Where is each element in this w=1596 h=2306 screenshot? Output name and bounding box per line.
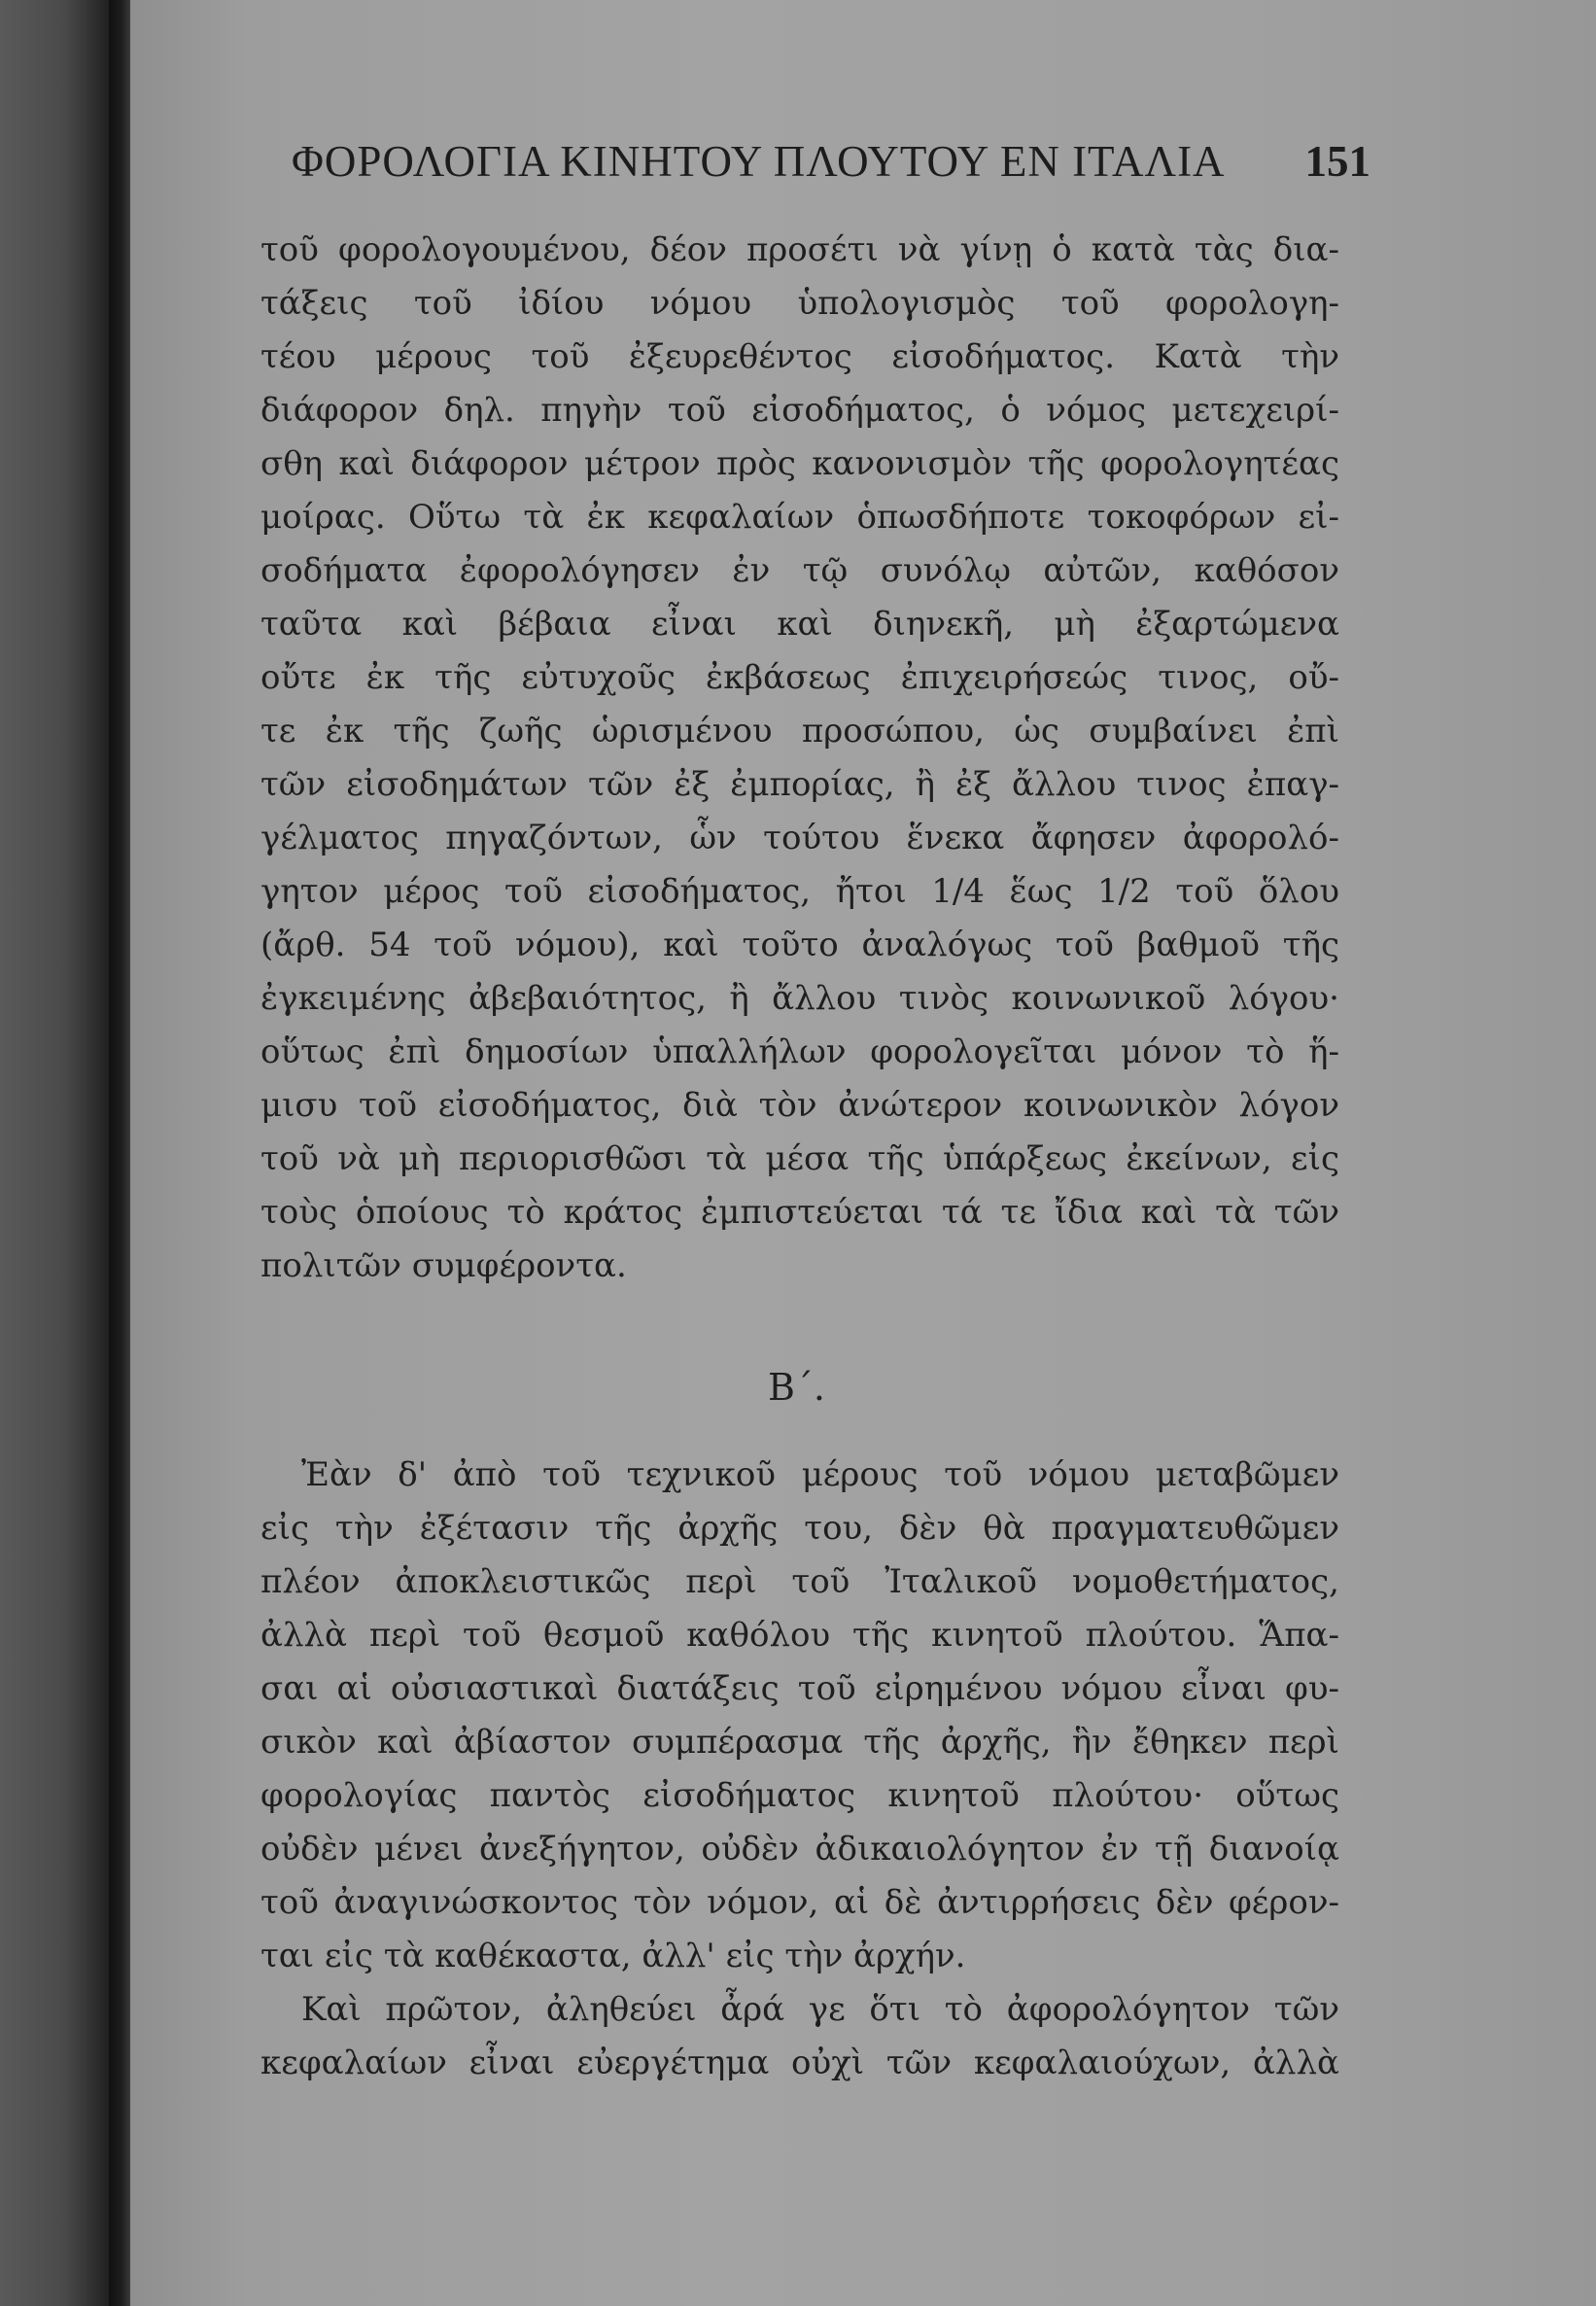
paragraph-1 [260,224,1339,1293]
text-line: πλέον ἀποκλειστικῶς περὶ τοῦ Ἰταλικοῦ νομοθετήματος, [260,1562,1339,1601]
text-line: Ἐὰν δ' ἀπὸ τοῦ τεχνικοῦ μέρους τοῦ νόμου μεταβῶμεν [301,1455,1339,1494]
text-line: μοίρας. Οὕτω τὰ ἐκ κεφαλαίων ὁπωσδήποτε τοκοφόρων εἰ- [260,498,1339,537]
text-line: πολιτῶν συμφέροντα. [260,1246,627,1285]
text-line: γητον μέρος τοῦ εἰσοδήματος, ἤτοι 1/4 ἕως 1/2 τοῦ ὅλου [260,872,1339,911]
text-line: ἀλλὰ περὶ τοῦ θεσμοῦ καθόλου τῆς κινητοῦ πλούτου. Ἅπα- [260,1616,1339,1655]
text-line: ἐγκειμένης ἀβεβαιότητος, ἢ ἄλλου τινὸς κοινωνικοῦ λόγου· [260,979,1339,1018]
text-line: τοὺς ὁποίους τὸ κράτος ἐμπιστεύεται τά τε ἴδια καὶ τὰ τῶν [260,1193,1339,1232]
book-spine [109,0,130,2306]
text-line: σθη καὶ διάφορον μέτρον πρὸς κανονισμὸν τῆς φορολογητέας [260,444,1339,483]
text-line: εἰς τὴν ἐξέτασιν τῆς ἀρχῆς του, δὲν θὰ πραγματευθῶμεν [260,1509,1339,1548]
page-header [292,136,1370,194]
text-line: μισυ τοῦ εἰσοδήματος, διὰ τὸν ἀνώτερον κοινωνικὸν λόγον [260,1086,1339,1125]
text-line: κεφαλαίων εἶναι εὐεργέτημα οὐχὶ τῶν κεφαλαιούχων, ἀλλὰ [260,2044,1339,2082]
text-line: ται εἰς τὰ καθέκαστα, ἀλλ' εἰς τὴν ἀρχήν. [260,1937,966,1975]
text-line: (ἄρθ. 54 τοῦ νόμου), καὶ τοῦτο ἀναλόγως τοῦ βαθμοῦ τῆς [260,926,1339,964]
text-line: τοῦ νὰ μὴ περιορισθῶσι τὰ μέσα τῆς ὑπάρξεως ἐκείνων, εἰς [260,1139,1339,1178]
text-line: τέου μέρους τοῦ ἐξευρεθέντος εἰσοδήματος. Κατὰ τὴν [260,337,1339,376]
text-line: ταῦτα καὶ βέβαια εἶναι καὶ διηνεκῆ, μὴ ἐξαρτώμενα [260,605,1339,644]
text-line: γέλματος πηγαζόντων, ὧν τούτου ἕνεκα ἄφησεν ἀφορολό- [260,819,1339,857]
paragraph-2 [260,1449,1339,2090]
text-line: τοῦ φορολογουμένου, δέον προσέτι νὰ γίνῃ ὁ κατὰ τὰς δια- [260,230,1339,269]
running-title: ΦΟΡΟΛΟΓΙΑ ΚΙΝΗΤΟΥ ΠΛΟΥΤΟΥ ΕΝ ΙΤΑΛΙΑ [292,137,1226,186]
section-heading: Β΄. [768,1366,826,1409]
text-line: σαι αἱ οὐσιαστικαὶ διατάξεις τοῦ εἰρημένου νόμου εἶναι φυ- [260,1669,1339,1708]
binding-gutter [0,0,117,2306]
text-line: τῶν εἰσοδημάτων τῶν ἐξ ἐμπορίας, ἢ ἐξ ἄλλου τινος ἐπαγ- [260,765,1339,804]
text-line: οὕτως ἐπὶ δημοσίων ὑπαλλήλων φορολογεῖται μόνον τὸ ἥ- [260,1032,1339,1071]
text-line: φορολογίας παντὸς εἰσοδήματος κινητοῦ πλούτου· οὕτως [260,1776,1339,1815]
text-line: σοδήματα ἐφορολόγησεν ἐν τῷ συνόλῳ αὐτῶν, καθόσον [260,551,1339,590]
text-line: τοῦ ἀναγινώσκοντος τὸν νόμον, αἱ δὲ ἀντιρρήσεις δὲν φέρον- [260,1883,1339,1922]
text-line: διάφορον δηλ. πηγὴν τοῦ εἰσοδήματος, ὁ νόμος μετεχειρί- [260,391,1339,430]
text-line: σικὸν καὶ ἀβίαστον συμπέρασμα τῆς ἀρχῆς, ἣν ἔθηκεν περὶ [260,1723,1339,1762]
text-line: Καὶ πρῶτον, ἀληθεύει ἆρά γε ὅτι τὸ ἀφορολόγητον τῶν [301,1990,1339,2029]
text-line: τάξεις τοῦ ἰδίου νόμου ὑπολογισμὸς τοῦ φορολογη- [260,284,1339,323]
text-line: τε ἐκ τῆς ζωῆς ὡρισμένου προσώπου, ὡς συμβαίνει ἐπὶ [260,712,1339,751]
text-line: οὔτε ἐκ τῆς εὐτυχοῦς ἐκβάσεως ἐπιχειρήσεώς τινος, οὔ- [260,658,1339,697]
page-number: 151 [1304,137,1370,186]
text-line: οὐδὲν μένει ἀνεξήγητον, οὐδὲν ἀδικαιολόγητον ἐν τῇ διανοίᾳ [260,1830,1339,1869]
